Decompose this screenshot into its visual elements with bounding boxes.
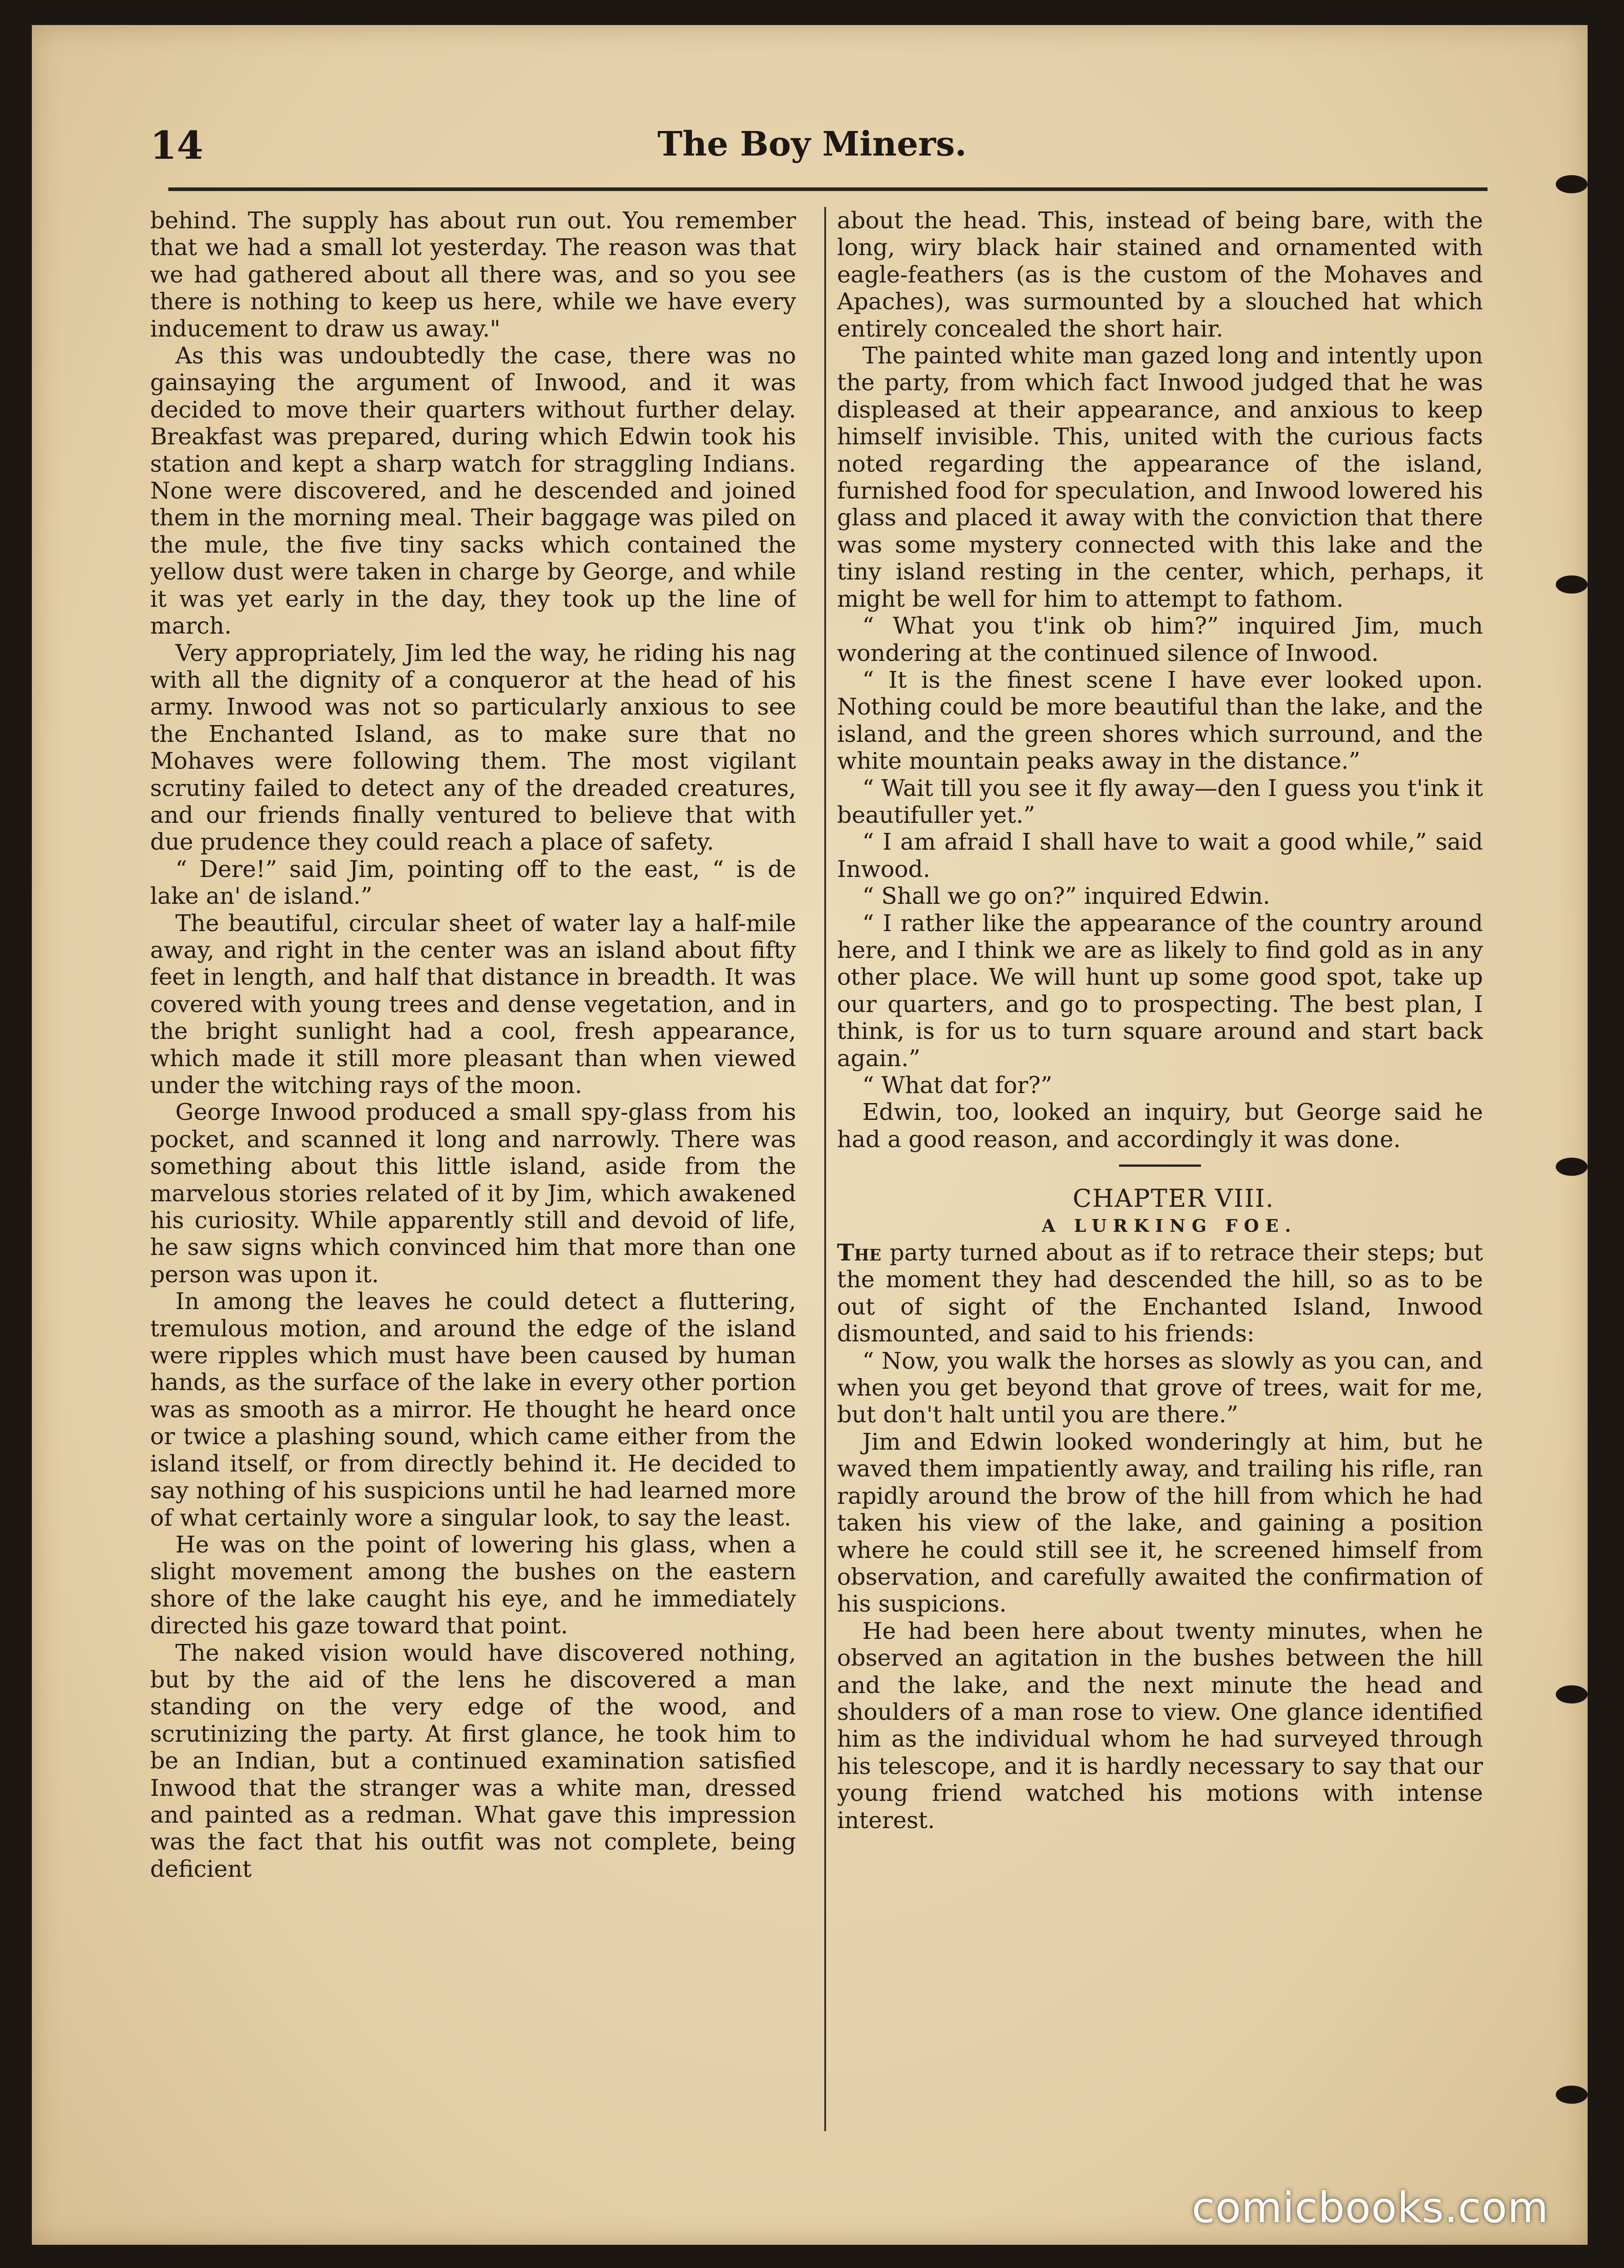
paragraph: “ What you t'ink ob him?” inquired Jim, much wondering at the continued silence of Inwood. [837,612,1483,666]
binding-hole [1556,175,1588,193]
paragraph: As this was undoubtedly the case, there was no gainsaying the argument of Inwood, and it was decided to move their quarters without further delay. Breakfast was prepared, during which Edwin took his station and kept a sharp watch for straggling Indians. None were discovered, and he descended and joined them in the morning meal. Their baggage was piled on the mule, the five tiny sacks which contained the yellow dust were taken in charge by George, and while it was yet early in the day, they took up the line of march. [150,342,796,640]
paragraph: “ Now, you walk the horses as slowly as you can, and when you get beyond that grove of trees, wait for me, but don't halt until you are there.” [837,1347,1483,1428]
left-column [150,207,796,2131]
paragraph: “ What dat for?” [862,1072,1053,1099]
paragraph: Very appropriately, Jim led the way, he riding his nag with all the dignity of a conqueror at the head of his army. Inwood was not so particularly anxious to see the Enchanted Island, as to make sure that no Mohaves were following them. The most vigilant scrutiny failed to detect any of the dreaded creatures, and our friends finally ventured to believe that with due prudence they could reach a place of safety. [150,639,796,856]
paragraph: The naked vision would have discovered nothing, but by the aid of the lens he discovered a man standing on the very edge of the wood, and scrutinizing the party. At first glance, he took him to be an Indian, but a continued examination satisfied Inwood that the stranger was a white man, dressed and painted as a redman. What gave this impression was the fact that his outfit was not complete, being deficient [150,1639,796,1882]
paragraph: “ It is the finest scene I have ever looked upon. Nothing could be more beautiful than the lake, and the island, and the green shores which surround, and the white mountain peaks away in the distance.” [837,666,1483,775]
chapter-lead-word: The [837,1239,882,1266]
header-rule [168,187,1488,191]
chapter-first-paragraph [837,1239,1483,1347]
paragraph: “ Dere!” said Jim, pointing off to the east, “ is de lake an' de island.” [150,855,796,910]
section-rule [1119,1164,1201,1167]
paragraph: about the head. This, instead of being bare, with the long, wiry black hair stained and ornamented with eagle-feathers (as is the custom of the Mohaves and Apaches), was surmounted by a slouched hat which entirely concealed the short hair. [837,207,1483,342]
page-number: 14 [150,123,203,168]
chapter-subtitle: A LURKING FOE. [1042,1215,1297,1236]
page-header [150,123,1474,182]
running-title: The Boy Miners. [657,125,967,164]
binding-hole [1556,1158,1588,1176]
paragraph: “ I rather like the appearance of the country around here, and I think we are as likely to find gold as in any other place. We will hunt up some good spot, take up our quarters, and go to prospecting. The best plan, I think, is for us to turn square around and start back again.” [837,909,1483,1072]
paragraph: “ I am afraid I shall have to wait a good while,” said Inwood. [837,828,1483,882]
site-watermark: comicbooks.com [1192,2183,1549,2232]
binding-hole [1556,2086,1588,2104]
binding-hole [1556,1685,1588,1704]
chapter-heading: CHAPTER VIII. [1073,1184,1275,1213]
right-column [837,207,1483,2131]
paragraph: He had been here about twenty minutes, when he observed an agitation in the bushes between the hill and the lake, and the next minute the head and shoulders of a man rose to view. One glance identified him as the individual whom he had surveyed through his telescope, and it is hardly necessary to say that our young friend watched his motions with intense interest. [837,1617,1483,1834]
paragraph: He was on the point of lowering his glass, when a slight movement among the bushes on the eastern shore of the lake caught his eye, and he immediately directed his gaze toward that point. [150,1531,796,1639]
paragraph: The painted white man gazed long and intently upon the party, from which fact Inwood judged that he was displeased at their appearance, and anxious to keep himself invisible. This, united with the curious facts noted regarding the appearance of the island, furnished food for speculation, and Inwood lowered his glass and placed it away with the conviction that there was some mystery connected with this lake and the tiny island resting in the center, which, perhaps, it might be well for him to attempt to fathom. [837,342,1483,612]
paragraph: Edwin, too, looked an inquiry, but George said he had a good reason, and accordingly it was done. [837,1099,1483,1153]
paragraph: Jim and Edwin looked wonderingly at him, but he waved them impatiently away, and trailing his rifle, ran rapidly around the brow of the hill from which he had taken his view of the lake, and gaining a position where he could still see it, he screened himself from observation, and carefully awaited the confirmation of his suspicions. [837,1428,1483,1618]
paragraph: “ Wait till you see it fly away—den I guess you t'ink it beautifuller yet.” [837,774,1483,828]
paragraph-text: party turned about as if to retrace their steps; but the moment they had descended the hill, so as to be out of sight of the Enchanted Island, Inwood dismounted, and said to his friends: [837,1239,1483,1347]
paragraph: In among the leaves he could detect a fluttering, tremulous motion, and around the edge of the island were ripples which must have been caused by human hands, as the surface of the lake in every other portion was as smooth as a mirror. He thought he heard once or twice a plashing sound, which came either from the island itself, or from directly behind it. He decided to say nothing of his suspicions until he had learned more of what certainly wore a singular look, to say the least. [150,1288,796,1531]
column-divider [824,207,826,2131]
paragraph: “ Shall we go on?” inquired Edwin. [862,882,1271,910]
paragraph: The beautiful, circular sheet of water lay a half-mile away, and right in the center was an island about fifty feet in length, and half that distance in breadth. It was covered with young trees and dense vegetation, and in the bright sunlight had a cool, fresh appearance, which made it still more pleasant than when viewed under the witching rays of the moon. [150,909,796,1099]
paragraph: George Inwood produced a small spy-glass from his pocket, and scanned it long and narrowly. There was something about this little island, aside from the marvelous stories related of it by Jim, which awakened his curiosity. While apparently still and devoid of life, he saw signs which convinced him that more than one person was upon it. [150,1099,796,1288]
paragraph: behind. The supply has about run out. You remember that we had a small lot yesterday. The reason was that we had gathered about all there was, and so you see there is nothing to keep us here, while we have every inducement to draw us away." [150,207,796,342]
binding-hole [1556,575,1588,594]
